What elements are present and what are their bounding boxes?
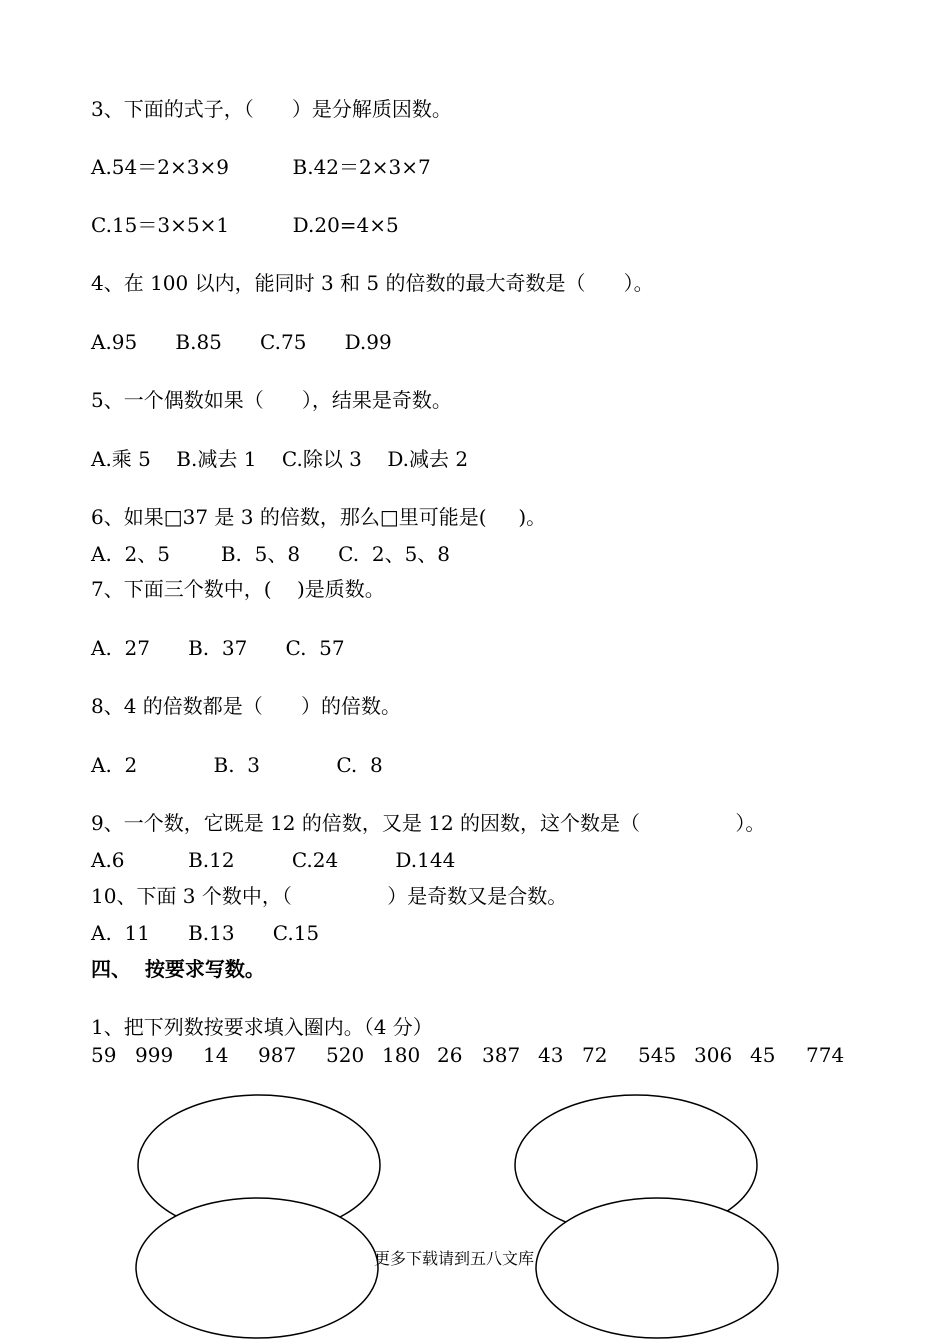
number-item: 59 — [91, 1043, 117, 1067]
q9-options: A.6 B.12 C.24 D.144 — [91, 848, 456, 872]
q10-options: A. 11 B.13 C.15 — [91, 921, 320, 945]
q9-stem: 9、一个数，它既是 12 的倍数，又是 12 的因数，这个数是（ ）。 — [91, 811, 766, 835]
q6-options: A. 2、5 B. 5、8 C. 2、5、8 — [91, 542, 451, 566]
q3-stem: 3、下面的式子，（ ）是分解质因数。 — [91, 97, 452, 121]
number-item: 545 — [638, 1043, 677, 1067]
number-item: 987 — [258, 1043, 297, 1067]
q3-options-row1: A.54＝2×3×9 B.42＝2×3×7 — [91, 155, 431, 179]
number-item: 45 — [750, 1043, 776, 1067]
number-item: 43 — [538, 1043, 564, 1067]
task1-instruction: 1、把下列数按要求填入圈内。（4 分） — [91, 1015, 433, 1039]
q6-stem: 6、如果□37 是 3 的倍数，那么□里可能是( )。 — [91, 505, 547, 529]
q5-options: A.乘 5 B.减去 1 C.除以 3 D.减去 2 — [91, 447, 469, 471]
q3-options-row2: C.15＝3×5×1 D.20=4×5 — [91, 213, 399, 237]
q10-stem: 10、下面 3 个数中，（ ）是奇数又是合数。 — [91, 884, 568, 908]
number-item: 774 — [806, 1043, 845, 1067]
number-item: 14 — [203, 1043, 229, 1067]
q7-stem: 7、下面三个数中，( )是质数。 — [91, 577, 385, 601]
number-item: 26 — [437, 1043, 463, 1067]
q4-stem: 4、在 100 以内，能同时 3 和 5 的倍数的最大奇数是（ ）。 — [91, 271, 654, 295]
number-item: 387 — [482, 1043, 521, 1067]
q4-options: A.95 B.85 C.75 D.99 — [91, 330, 392, 354]
q8-stem: 8、4 的倍数都是（ ）的倍数。 — [91, 694, 401, 718]
answer-circle-bottom-right[interactable] — [536, 1198, 778, 1338]
number-item: 306 — [694, 1043, 733, 1067]
section-heading: 四、 按要求写数。 — [91, 957, 265, 981]
q7-options: A. 27 B. 37 C. 57 — [91, 636, 345, 660]
q8-options: A. 2 B. 3 C. 8 — [91, 753, 383, 777]
number-item: 520 — [326, 1043, 365, 1067]
answer-circle-bottom-left[interactable] — [136, 1198, 378, 1338]
number-item: 180 — [382, 1043, 421, 1067]
footer-watermark: 更多下载请到五八文库 — [374, 1249, 535, 1268]
number-item: 72 — [582, 1043, 608, 1067]
number-item: 999 — [135, 1043, 174, 1067]
q5-stem: 5、一个偶数如果（ ），结果是奇数。 — [91, 388, 452, 412]
